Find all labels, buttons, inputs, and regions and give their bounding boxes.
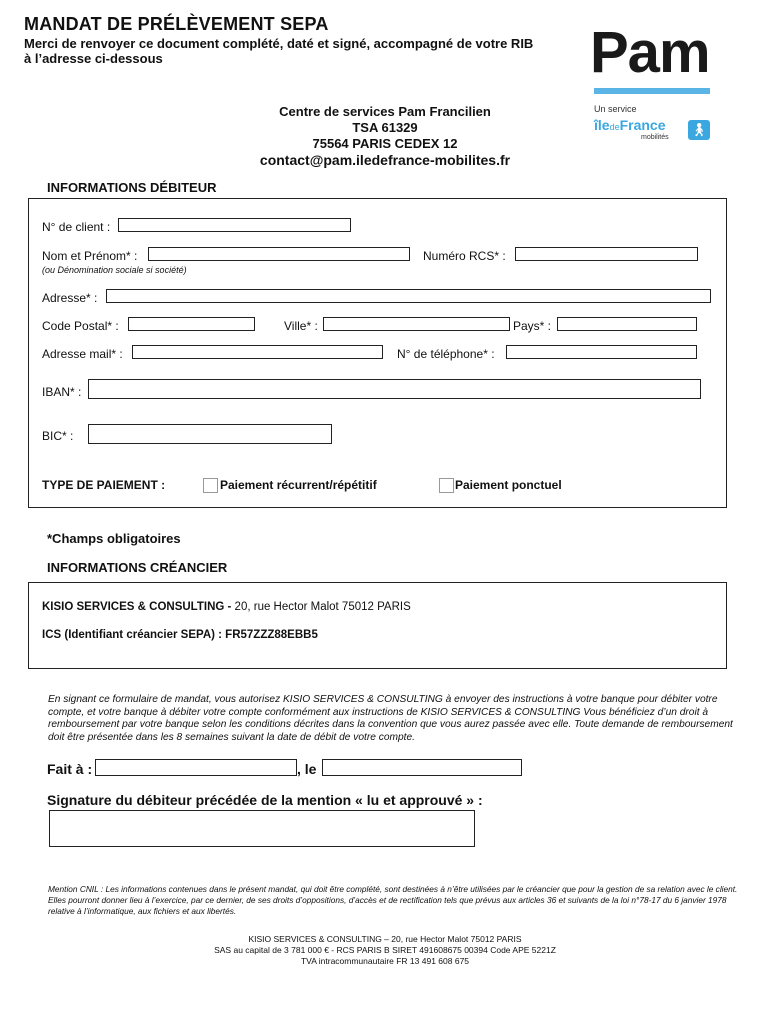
signature-field[interactable] — [49, 810, 475, 847]
phone-field[interactable] — [506, 345, 697, 359]
postal-code-label: Code Postal* : — [42, 319, 119, 333]
place-label: Fait à : — [47, 761, 93, 777]
country-field[interactable] — [557, 317, 697, 331]
logo-underline-bar — [594, 88, 710, 94]
rcs-label: Numéro RCS* : — [423, 249, 506, 263]
name-note: (ou Dénomination sociale si société) — [42, 265, 187, 275]
iban-field[interactable] — [88, 379, 701, 399]
footer-line-2: SAS au capital de 3 781 000 € - RCS PARIS B SIRET 491608675 00394 Code APE 5221Z — [214, 945, 556, 955]
date-label: , le — [297, 761, 317, 777]
payment-type-label: TYPE DE PAIEMENT : — [42, 478, 166, 492]
address-line-1: Centre de services Pam Francilien — [279, 104, 491, 119]
postal-code-field[interactable] — [128, 317, 255, 331]
address-label: Adresse* : — [42, 291, 98, 305]
address-line-3: 75564 PARIS CEDEX 12 — [312, 136, 458, 151]
footer-line-1: KISIO SERVICES & CONSULTING – 20, rue Hector Malot 75012 PARIS — [248, 934, 522, 944]
logo-service-text: Un service — [594, 104, 637, 114]
bic-label: BIC* : — [42, 429, 74, 443]
return-address — [210, 104, 560, 168]
creditor-ics: ICS (Identifiant créancier SEPA) : FR57ZZZ88EBB5 — [42, 629, 318, 641]
place-field[interactable] — [95, 759, 297, 776]
country-label: Pays* : — [513, 319, 552, 333]
single-payment-label: Paiement ponctuel — [455, 478, 562, 492]
bic-field[interactable] — [88, 424, 332, 444]
date-field[interactable] — [322, 759, 522, 776]
mandate-legal-text: En signant ce formulaire de mandat, vous autorisez KISIO SERVICES & CONSULTING à envoyer des instructions à votre banque pour débiter votre compte, et votre banque à débiter votre compte conformément aux instructions de KISIO SERVICES & CONSULTING Vous bénéficiez d’un droit à remboursement par votre banque selon les conditions décrites dans la convention que vous aurez passée avec elle. Toute demande de remboursement doit être présentée dans les 8 semaines suivant la date de débit de votre compte. — [48, 694, 733, 743]
signature-label: Signature du débiteur précédée de la mention « lu et approuvé » : — [47, 792, 483, 808]
address-line-2: TSA 61329 — [352, 120, 418, 135]
idf-logo-text — [594, 117, 666, 133]
rcs-field[interactable] — [515, 247, 698, 261]
company-footer — [40, 934, 730, 967]
email-field[interactable] — [132, 345, 383, 359]
creditor-identity — [42, 601, 411, 613]
name-label: Nom et Prénom* : — [42, 249, 138, 263]
idf-text-part2: de — [609, 122, 620, 132]
required-fields-note: *Champs obligatoires — [47, 531, 181, 546]
person-walking-icon: 🚶︎ — [688, 120, 710, 140]
client-number-label: N° de client : — [42, 220, 111, 234]
creditor-name: KISIO SERVICES & CONSULTING - — [42, 601, 232, 613]
creditor-box — [28, 582, 727, 669]
iban-label: IBAN* : — [42, 385, 82, 399]
email-label: Adresse mail* : — [42, 347, 123, 361]
document-subtitle: Merci de renvoyer ce document complété, daté et signé, accompagné de votre RIB à l’adresse ci-dessous — [24, 36, 534, 66]
document-title: MANDAT DE PRÉLÈVEMENT SEPA — [24, 14, 329, 34]
creditor-section-title: INFORMATIONS CRÉANCIER — [47, 560, 228, 575]
contact-email: contact@pam.iledefrance-mobilites.fr — [259, 152, 511, 168]
phone-label: N° de téléphone* : — [397, 347, 495, 361]
debtor-section-title: INFORMATIONS DÉBITEUR — [47, 180, 217, 195]
creditor-address: 20, rue Hector Malot 75012 PARIS — [231, 601, 411, 613]
name-field[interactable] — [148, 247, 410, 261]
city-field[interactable] — [323, 317, 510, 331]
single-payment-checkbox[interactable] — [439, 478, 454, 493]
idf-text-part1: île — [594, 117, 610, 133]
recurring-payment-label: Paiement récurrent/répétitif — [220, 478, 377, 492]
address-field[interactable] — [106, 289, 711, 303]
idf-text-part3: France — [619, 117, 666, 133]
idf-mobilites-text: mobilités — [641, 134, 669, 141]
pam-logo: Pam — [590, 20, 710, 85]
footer-line-3: TVA intracommunautaire FR 13 491 608 675 — [300, 956, 470, 966]
city-label: Ville* : — [284, 319, 318, 333]
recurring-payment-checkbox[interactable] — [203, 478, 218, 493]
client-number-field[interactable] — [118, 218, 351, 232]
cnil-notice: Mention CNIL : Les informations contenues dans le présent mandat, qui doit être complété, sont destinées à n’être utilisées par le créancier que pour la gestion de sa relation avec le client. Elles pourront donner lieu à l’exercice, par ce dernier, de ses droits d’oppositions, d’accès et de rectification tels que prévus aux articles 36 et suivants de la loi n°78-17 du 6 janvier 1978 relative à l’informatique, aux fichiers et aux libertés. — [48, 884, 738, 916]
